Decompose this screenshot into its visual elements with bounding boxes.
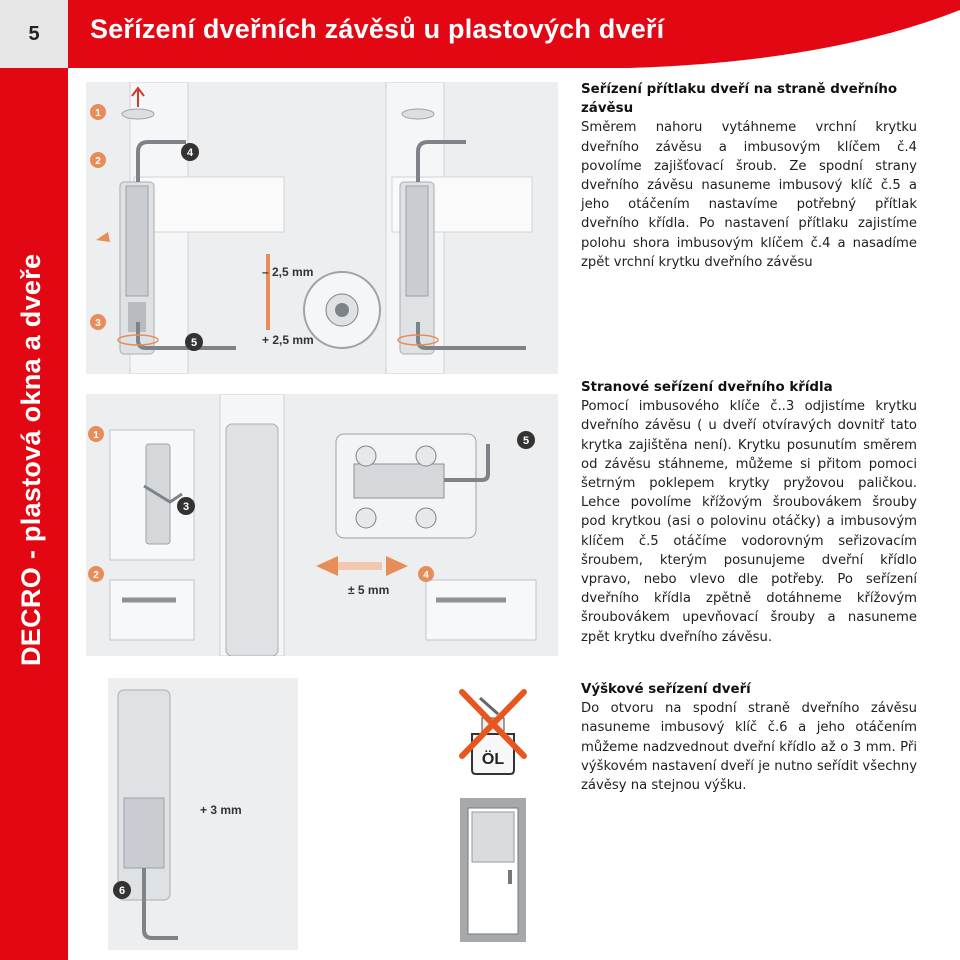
marker-6: 6	[118, 885, 126, 897]
marker-3: 3	[182, 501, 190, 513]
page-title: Seřízení dveřních závěsů u plastových dveří	[90, 14, 665, 44]
marker-4: 4	[186, 147, 194, 159]
side-brand-text	[16, 254, 47, 666]
marker-5: 5	[190, 337, 198, 349]
section-body: Do otvoru na spodní straně dveřního závěsu nasuneme imbusový klíč č.6 a jeho otáčením můžeme nadzvednout dveřní křídlo až o 3 mm. Při výškovém nastavení dveří je nutno seřídit všechny závěsy na stejnou výšku.	[581, 701, 917, 794]
figure-pressure-adjustment	[86, 82, 558, 374]
dim-up-label: + 3 mm	[200, 803, 242, 817]
door-icon	[458, 796, 528, 944]
figure-side-adjustment	[86, 394, 558, 656]
hinge-height-illustration	[108, 678, 298, 950]
dim-minus-label: – 2,5 mm	[262, 265, 314, 279]
brand-tagline: - plastová okna a dveře	[16, 253, 46, 567]
marker-4: 4	[423, 570, 429, 581]
section-body: Pomocí imbusového klíče č..3 odjistíme krytku dveřního závěsu ( u dveří otvíravých dovnitř tato krytka zajištěna není). Krytku posunutím směrem od závěsu stáhneme, můžeme si přitom pomoci šetrným poklepem krytky pryžovou paličkou. Lehce povolíme křížovým šroubovákem šrouby pod krytkou (asi o polovinu otáčky) a imbusovým klíčem č.5 otáčíme vodorovným seřizovacím šroubem, kterým posunujeme dveřní křídlo vpravo, nebo vlevo dle potřeby. Po seřízení dveřního křídla zpětně dotáhneme křížovým šroubovákem upevňovací šrouby a nasuneme zpět krytku dveřního závěsu.	[581, 399, 917, 645]
marker-1: 1	[95, 108, 101, 119]
section-title: Výškové seřízení dveří	[581, 682, 751, 697]
marker-2: 2	[95, 156, 101, 167]
section-pressure	[581, 80, 917, 272]
section-body: Směrem nahoru vytáhneme vrchní krytku dveřního závěsu a imbusovým klíčem č.4 povolíme zajišťovací šroub. Ze spodní strany dveřního závěsu nasuneme imbusový klíč č.5 a jeho otáčením nastavíme potřebný přítlak dveřního křídla. Po nastavení přítlaku zajistíme polohu shora imbusovým klíčem č.4 a nasadíme zpět vrchní krytku dveřního závěsu	[581, 120, 917, 270]
hinge-pressure-illustration	[86, 82, 558, 374]
marker-3: 3	[95, 318, 101, 329]
oil-label: ÖL	[481, 751, 505, 768]
section-title: Stranové seřízení dveřního křídla	[581, 380, 833, 395]
marker-2: 2	[93, 570, 99, 581]
page-number: 5	[0, 0, 68, 68]
marker-5: 5	[522, 435, 530, 447]
hinge-side-illustration	[86, 394, 558, 656]
dim-side-label: ± 5 mm	[348, 583, 390, 597]
figure-height-adjustment	[108, 678, 298, 950]
section-side	[581, 378, 917, 647]
marker-1: 1	[93, 430, 99, 441]
brand-name: DECRO	[16, 566, 46, 666]
no-oil-icon	[458, 684, 528, 776]
section-height	[581, 680, 917, 795]
section-title: Seřízení přítlaku dveří na straně dveřního závěsu	[581, 82, 898, 117]
dim-plus-label: + 2,5 mm	[262, 333, 314, 347]
